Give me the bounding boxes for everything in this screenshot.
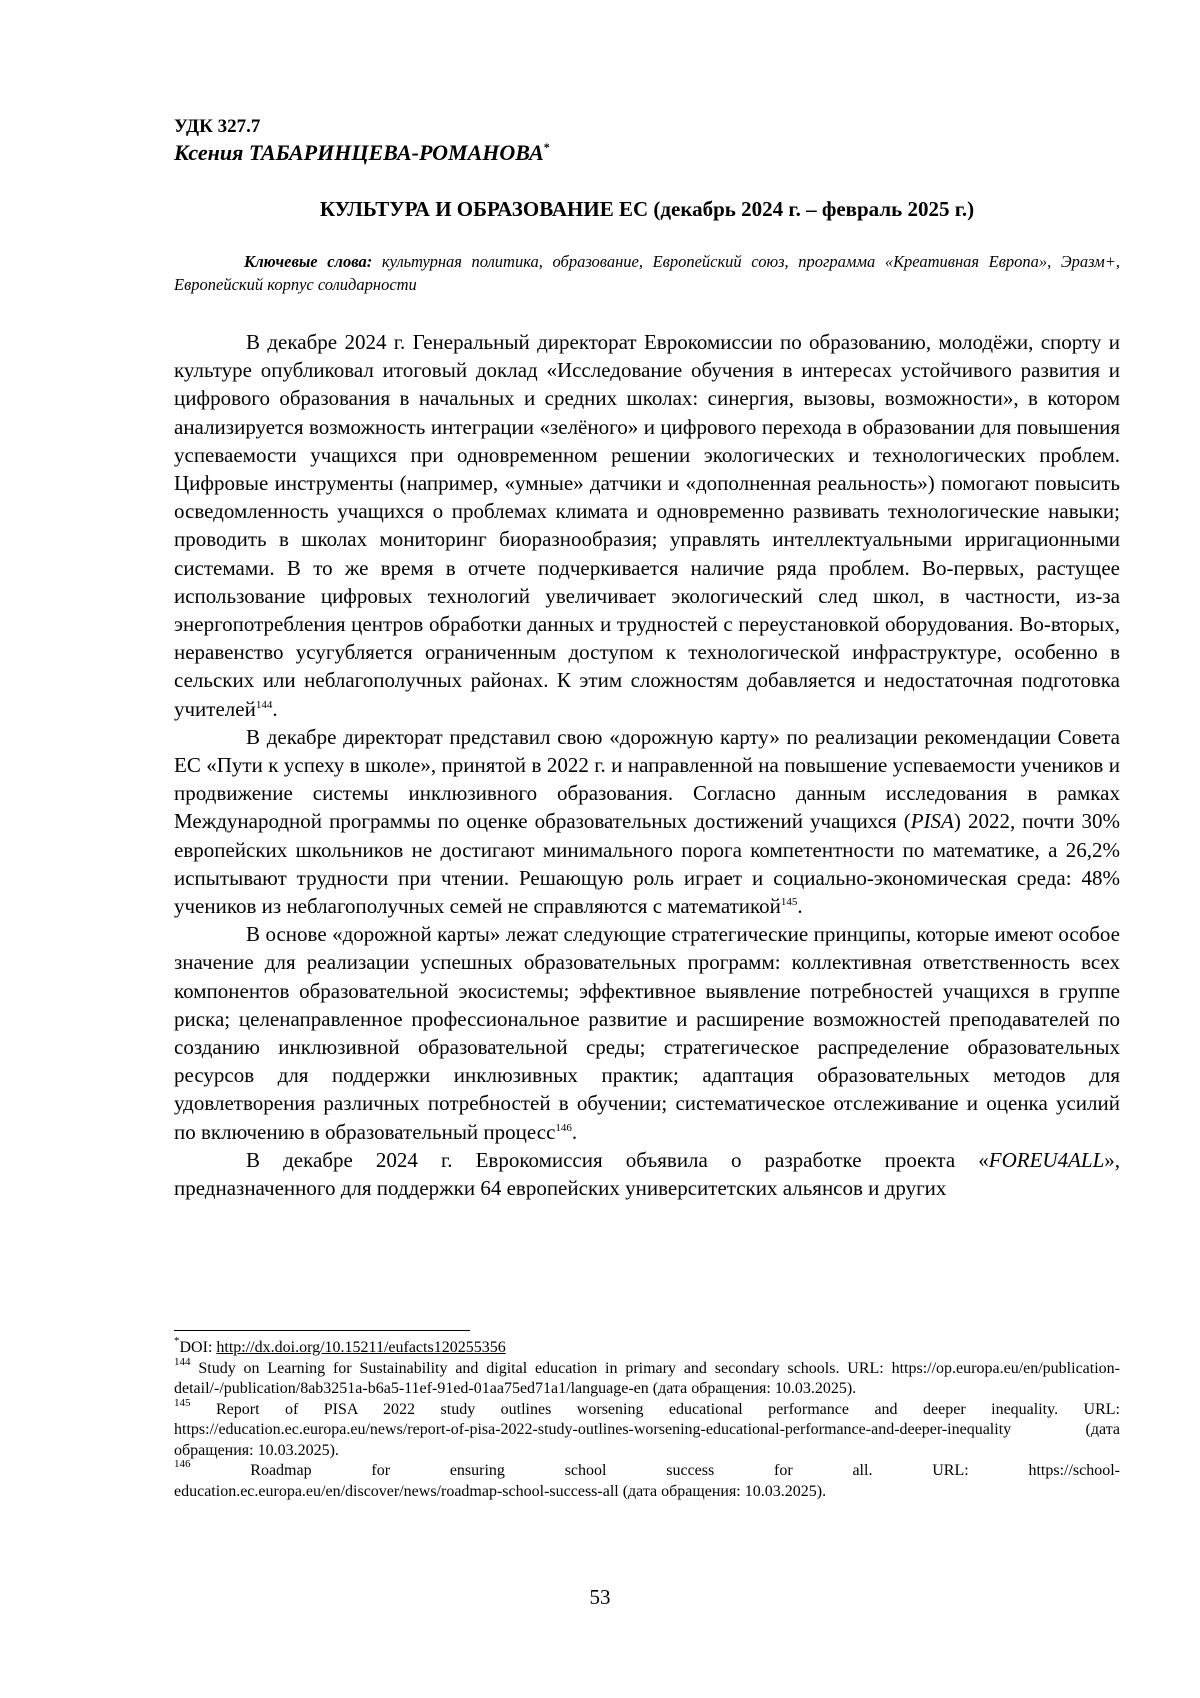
- footnote-separator: [174, 1330, 470, 1331]
- keywords: [174, 250, 1120, 296]
- paragraph-4-text-b: », предназначенного для поддержки 64 европейских университетских альянсов и других: [174, 1147, 1120, 1201]
- footnote-146: [174, 1458, 1120, 1482]
- doi-label: DOI:: [179, 1339, 217, 1356]
- paragraph-2-text-a: В декабре директорат представил свою «дорожную карту» по реализации рекомендации Совета ЕС «Пути к успеху в школе», принятой в 2022 г. и направленной на повышение успеваемости учеников и продвижение системы инклюзивного образования. Согласно данным исследования в рамках Международной программы по оценке образовательных достижений учащихся (: [174, 724, 1120, 834]
- footnote-144-mark: 144: [174, 1355, 191, 1368]
- article-body: [174, 328, 1120, 1202]
- footnote-145: [174, 1396, 1120, 1462]
- footnote-doi-mark: *: [174, 1335, 180, 1347]
- footnote-doi: [174, 1335, 1120, 1359]
- footnote-ref-145[interactable]: 145: [780, 896, 798, 909]
- footnote-144: [174, 1355, 1120, 1400]
- article-title: КУЛЬТУРА И ОБРАЗОВАНИЕ ЕС (декабрь 2024 г. – февраль 2025 г.): [319, 197, 975, 221]
- paragraph-4-text-a: В декабре 2024 г. Еврокомиссия объявила о разработке проекта «: [246, 1147, 989, 1172]
- footnote-146-text-line1: Roadmap for ensuring school success for all. URL: https://school-: [190, 1462, 1120, 1479]
- footnote-146-mark: 146: [174, 1458, 191, 1470]
- paragraph-1: В декабре 2024 г. Генеральный директорат Еврокомиссии по образованию, молодёжи, спорту и культуре опубликовал итоговый доклад «Исследование обучения в интересах устойчивого развития и цифрового образования в начальных и средних школах: синергия, вызовы, возможности», в котором анализируется возможность интеграции «зелёного» и цифрового перехода в образовании для повышения успеваемости учащихся при одновременном решении экологических и технологических проблем. Цифровые инструменты (например, «умные» датчики и «дополненная реальность») помогают повысить осведомленность учащихся о проблемах климата и одновременно развивать технологические навыки; проводить в школах мониторинг биоразнообразия; управлять интеллектуальными ирригационными системами. В то же время в отчете подчеркивается наличие ряда проблем. Во-первых, растущее использование цифровых технологий увеличивает экологический след школ, в частности, из-за энергопотребления центров обработки данных и трудностей с переустановкой оборудования. Во-вторых, неравенство усугубляется ограниченным доступом к технологической инфраструктуре, особенно в сельских или неблагополучных районах. К этим сложностям добавляется и недостаточная подготовка учителей$^{144}$.: [174, 330, 1120, 721]
- paragraph-2: В декабре директорат представил свою «дорожную карту» по реализации рекомендации Совета ЕС «Пути к успеху в школе», принятой в 2022 г. и направленной на повышение успеваемости учеников и продвижение системы инклюзивного образования. Согласно данным исследования в рамках Международной программы по оценке образовательных достижений учащихся (PISA) 2022, почти 30% европейских школьников не достигают минимального порога компетентности по математике, а 26,2% испытывают трудности при чтении. Решающую роль играет и социально-экономическая среда: 48% учеников из неблагополучных семей не справляются с математикой$^{145}$.: [174, 724, 1120, 919]
- footnote-ref-144[interactable]: 144: [255, 698, 273, 711]
- footnote-ref-146[interactable]: 146: [555, 1121, 572, 1134]
- footnote-146-continuation: [174, 1482, 1120, 1503]
- udk-code: УДК 327.7: [174, 116, 261, 137]
- author-name-text: Ксения ТАБАРИНЦЕВА-РОМАНОВА: [174, 140, 544, 165]
- paragraph-3-text: В основе «дорожной карты» лежат следующие стратегические принципы, которые имеют особое значение для реализации успешных образовательных программ: коллективная ответственность всех компонентов образовательной экосистемы; эффективное выявление потребностей учащихся в группе риска; целенаправленное профессиональное развитие и расширение возможностей преподавателей по созданию инклюзивной образовательной среды; стратегическое распределение образовательных ресурсов для поддержки инклюзивных практик; адаптация образовательных методов для удовлетворения различных потребностей в обучении; систематическое отслеживание и оценка усилий по включению в образовательный процесс: [174, 922, 1120, 1144]
- paragraph-4: [174, 1146, 1120, 1202]
- project-name: FOREU4ALL: [988, 1147, 1105, 1172]
- paragraph-3: В основе «дорожной карты» лежат следующие стратегические принципы, которые имеют особое значение для реализации успешных образовательных программ: коллективная ответственность всех компонентов образовательной экосистемы; эффективное выявление потребностей учащихся в группе риска; целенаправленное профессиональное развитие и расширение возможностей преподавателей по созданию инклюзивной образовательной среды; стратегическое распределение образовательных ресурсов для поддержки инклюзивных практик; адаптация образовательных методов для удовлетворения различных потребностей в обучении; систематическое отслеживание и оценка усилий по включению в образовательный процесс$^{146}$.: [174, 922, 1120, 1144]
- keywords-label: Ключевые слова:: [244, 252, 373, 271]
- footnote-144-text: Study on Learning for Sustainability and digital education in primary and secondary schools. URL: https://op.europa.eu/en/publication-detail/-/publication/8ab3251a-b6a5-11ef-91ed-01aa75ed71a1/language-en (дата обращения: 10.03.2025).: [174, 1359, 1120, 1397]
- footnote-145-mark: 145: [174, 1396, 191, 1409]
- footnote-146-text-line2: education.ec.europa.eu/en/discover/news/roadmap-school-success-all (дата обращения: 10.03.2025).: [174, 1482, 827, 1500]
- footnotes: [174, 1335, 1120, 1502]
- author-name: [174, 140, 550, 166]
- paragraph-1-text: В декабре 2024 г. Генеральный директорат Еврокомиссии по образованию, молодёжи, спорту и культуре опубликовал итоговый доклад «Исследование обучения в интересах устойчивого развития и цифрового образования в начальных и средних школах: синергия, вызовы, возможности», в котором анализируется возможность интеграции «зелёного» и цифрового перехода в образовании для повышения успеваемости учащихся при одновременном решении экологических и технологических проблем. Цифровые инструменты (например, «умные» датчики и «дополненная реальность») помогают повысить осведомленность учащихся о проблемах климата и одновременно развивать технологические навыки; проводить в школах мониторинг биоразнообразия; управлять интеллектуальными ирригационными системами. В то же время в отчете подчеркивается наличие ряда проблем. Во-первых, растущее использование цифровых технологий увеличивает экологический след школ, в частности, из-за энергопотребления центров обработки данных и трудностей с переустановкой оборудования. Во-вторых, неравенство усугубляется ограниченным доступом к технологической инфраструктуре, особенно в сельских или неблагополучных районах. К этим сложностям добавляется и недостаточная подготовка учителей: [174, 330, 1120, 721]
- doi-link[interactable]: http://dx.doi.org/10.15211/eufacts120255356: [216, 1339, 506, 1356]
- page-number: 53: [589, 1585, 611, 1609]
- paragraph-2-text-b: ) 2022, почти 30% европейских школьников не достигают минимального порога компетентности по математике, а 26,2% испытывают трудности при чтении. Решающую роль играет и социально-экономическая среда: 48% учеников из неблагополучных семей не справляются с математикой: [174, 809, 1120, 919]
- footnote-145-text: Report of PISA 2022 study outlines worsening educational performance and deeper inequality. URL: https://education.ec.europa.eu/news/report-of-pisa-2022-study-outlines-worsening-educational-performance-and-deeper-inequality (дата обращения: 10.03.2025).: [174, 1400, 1120, 1459]
- pisa-term: PISA: [910, 809, 954, 834]
- author-footnote-mark: *: [543, 140, 550, 154]
- keywords-text: культурная политика, образование, Европейский союз, программа «Креативная Европа», Эразм+, Европейский корпус солидарности: [174, 252, 1120, 294]
